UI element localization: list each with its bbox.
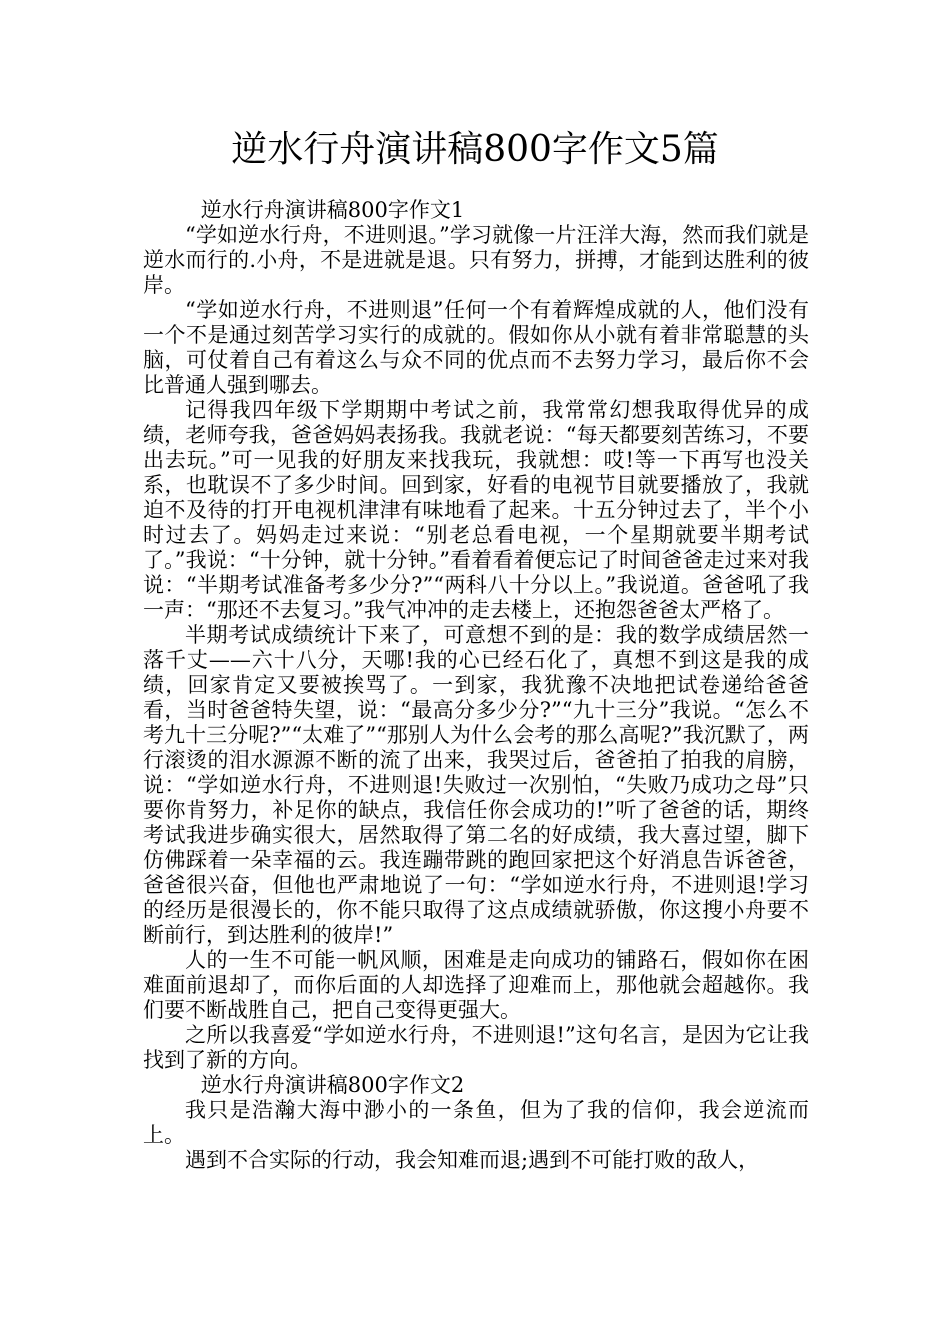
document-title: 逆水行舟演讲稿800字作文5篇	[231, 129, 719, 170]
body-paragraph: 人的一生不可能一帆风顺，困难是走向成功的铺路石，假如你在困难面前退却了，而你后面的人却选择了迎难而上，那他就会超越你。我们要不断战胜自己，把自己变得更强大。	[143, 948, 809, 1022]
document-body	[143, 198, 809, 1173]
body-paragraph: “学如逆水行舟，不进则退。”学习就像一片汪洋大海，然而我们就是逆水而行的.小舟，不是进就是退。只有努力，拼搏，才能到达胜利的彼岸。	[143, 223, 809, 297]
body-paragraph: 遇到不合实际的行动，我会知难而退;遇到不可能打败的敌人，	[185, 1148, 760, 1172]
body-paragraph: 我只是浩瀚大海中渺小的一条鱼，但为了我的信仰，我会逆流而上。	[143, 1098, 809, 1147]
body-paragraph: 半期考试成绩统计下来了，可意想不到的是：我的数学成绩居然一落千丈——六十八分，天哪!我的心已经石化了，真想不到这是我的成绩，回家肯定又要被挨骂了。一到家，我犹豫不决地把试卷递给爸爸看，当时爸爸特失望，说：“最高分多少分?”“九十三分”我说。“怎么不考九十三分呢?”“太难了”“那别人为什么会考的那么高呢?”我沉默了，两行滚烫的泪水源源不断的流了出来，我哭过后，爸爸拍了拍我的肩膀，说：“学如逆水行舟，不进则退!失败过一次别怕，“失败乃成功之母”只要你肯努力，补足你的缺点，我信任你会成功的!”听了爸爸的话，期终考试我进步确实很大，居然取得了第二名的好成绩，我大喜过望，脚下仿佛踩着一朵幸福的云。我连蹦带跳的跑回家把这个好消息告诉爸爸，爸爸很兴奋，但他也严肃地说了一句：“学如逆水行舟，不进则退!学习的经历是很漫长的，你不能只取得了这点成绩就骄傲，你这搜小舟要不断前行，到达胜利的彼岸!”	[143, 623, 809, 947]
section-heading: 逆水行舟演讲稿800字作文1	[200, 198, 465, 222]
body-paragraph: “学如逆水行舟，不进则退”任何一个有着辉煌成就的人，他们没有一个不是通过刻苦学习实行的成就的。假如你从小就有着非常聪慧的头脑，可仗着自己有着这么与众不同的优点而不去努力学习，最后你不会比普通人强到哪去。	[143, 298, 809, 397]
body-paragraph: 记得我四年级下学期期中考试之前，我常常幻想我取得优异的成绩，老师夸我，爸爸妈妈表扬我。我就老说：“每天都要刻苦练习，不要出去玩。”可一见我的好朋友来找我玩，我就想：哎!等一下再写也没关系，也耽误不了多少时间。回到家，好看的电视节目就要播放了，我就迫不及待的打开电视机津津有味地看了起来。十五分钟过去了，半个小时过去了。妈妈走过来说：“别老总看电视，一个星期就要半期考试了。”我说：“十分钟，就十分钟。”看着看着便忘记了时间爸爸走过来对我说：“半期考试准备考多少分?”“两科八十分以上。”我说道。爸爸吼了我一声：“那还不去复习。”我气冲冲的走去楼上，还抱怨爸爸太严格了。	[143, 398, 809, 622]
section-heading: 逆水行舟演讲稿800字作文2	[200, 1073, 465, 1097]
body-paragraph: 之所以我喜爱“学如逆水行舟，不进则退!”这句名言，是因为它让我找到了新的方向。	[143, 1023, 809, 1072]
